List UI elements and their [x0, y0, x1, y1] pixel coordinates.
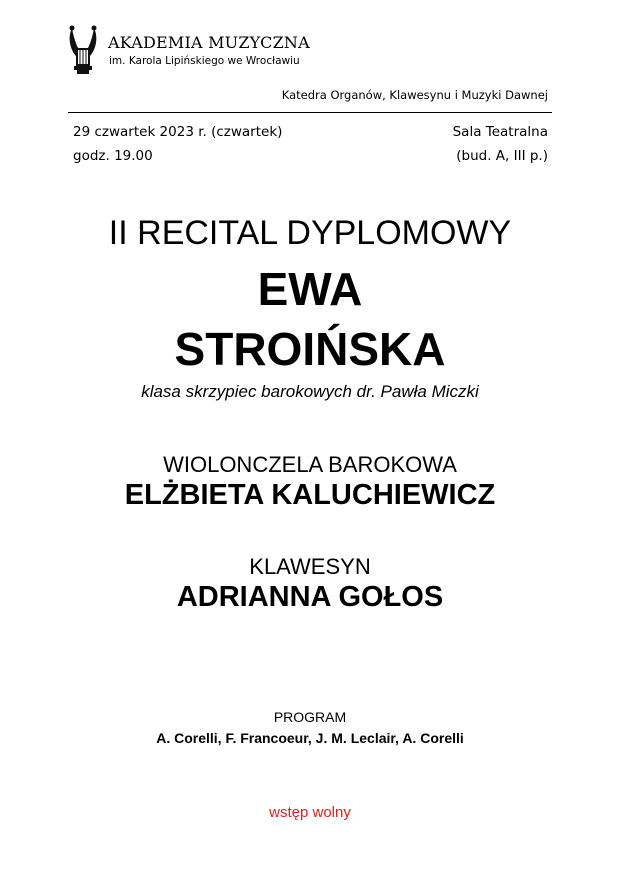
event-date: 29 czwartek 2023 r. (czwartek) [73, 124, 283, 140]
performer-first-name: EWA [257, 263, 363, 315]
academy-name: AKADEMIA MUZYCZNA [108, 33, 310, 52]
accompanist-instrument: KLAWESYN [249, 554, 371, 579]
header-divider [68, 112, 552, 113]
event-time: godz. 19.00 [73, 148, 153, 164]
accompanist-name: ADRIANNA GOŁOS [176, 581, 444, 613]
performer-last-name: STROIŃSKA [174, 323, 446, 375]
event-venue-location: (bud. A, III p.) [456, 148, 548, 164]
performer-class: klasa skrzypiec barokowych dr. Pawła Miczki [141, 382, 479, 401]
admission-note: wstęp wolny [269, 804, 351, 821]
accompanist-name: ELŻBIETA KALUCHIEWICZ [124, 479, 496, 511]
academy-subtitle: im. Karola Lipińskiego we Wrocławiu [109, 55, 300, 67]
department-name: Katedra Organów, Klawesynu i Muzyki Dawnej [281, 88, 548, 102]
lyre-icon [66, 24, 100, 76]
event-venue: Sala Teatralna [452, 124, 548, 140]
program-composers: A. Corelli, F. Francoeur, J. M. Leclair, A. Corelli [156, 730, 464, 746]
recital-title: II RECITAL DYPLOMOWY [108, 214, 512, 252]
accompanist-instrument: WIOLONCZELA BAROKOWA [163, 452, 457, 477]
program-label: PROGRAM [273, 709, 347, 725]
